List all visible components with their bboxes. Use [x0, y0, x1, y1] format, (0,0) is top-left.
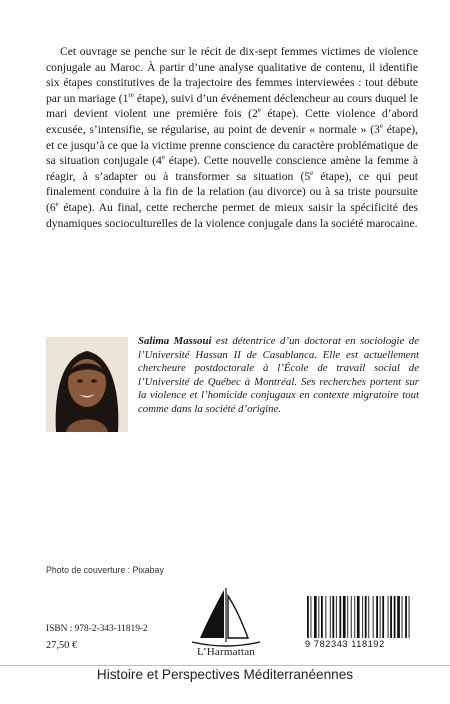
ordinal-sup-4: e	[161, 153, 165, 162]
ordinal-sup-5: e	[310, 168, 314, 177]
footer-divider	[0, 665, 450, 666]
isbn: ISBN : 978-2-343-11819-2	[46, 624, 148, 634]
series-footer	[0, 665, 450, 704]
back-cover-summary	[46, 44, 418, 231]
summary-part-7: étape). Au final, cette recherche permet de mieux saisir la spécificité des dynamiques socioculturelles de la violence conjugale dans la société marocaine.	[46, 200, 418, 230]
publisher-name: L’Harmattan	[197, 646, 255, 658]
ordinal-sup-6: e	[55, 200, 59, 209]
author-bio	[138, 335, 419, 417]
barcode-bars-icon	[303, 596, 425, 640]
ordinal-sup-1: re	[128, 90, 134, 99]
author-portrait-image	[46, 337, 128, 432]
series-title: Histoire et Perspectives Méditerranéennes	[96, 667, 354, 682]
author-name: Salima Massoui	[138, 335, 212, 347]
ordinal-sup-3: e	[379, 122, 383, 131]
photo-credit: Photo de couverture : Pixabay	[46, 565, 164, 575]
summary-part-4: étape), et ce jusqu’à ce que la victime prenne conscience du caractère problématique de sa situation conjugale (4	[46, 122, 418, 168]
summary-part-2: étape), suivi d’un événement déclencheur au cours duquel le mari devient violent une première fois (2	[46, 91, 418, 121]
summary-part-6: étape), ce qui peut finalement conduire à la fin de la relation (au divorce) ou à sa triste poursuite (6	[46, 169, 418, 214]
author-bio-text: est détentrice d’un doctorat en sociologie de l’Université Hassan II de Casablanca. Elle est actuellement chercheure postdoctorale à l’École de travail social de l’Université de Québec à Montréal. Ses recherches portent sur la violence et l’homicide conjugaux en contexte migratoire tout comme dans la société d’origine.	[138, 335, 419, 415]
summary-part-3: étape). Cette violence d’abord excusée, s’intensifie, se régularise, au point de devenir « normale » (3	[46, 107, 418, 136]
summary-part-5: étape). Cette nouvelle conscience amène la femme à réagir, à s’adapter ou à transformer sa situation (5	[46, 154, 418, 183]
ordinal-sup-2: e	[257, 106, 261, 115]
summary-part-1: Cet ouvrage se penche sur le récit de dix-sept femmes victimes de violence conjugale au Maroc. À partir d’une analyse qualitative de contenu, il identifie six étapes constitutives de la trajectoire des femmes interviewées : tout débute par un mariage (1	[46, 45, 418, 105]
barcode-number: 9 782343 118192	[305, 639, 385, 649]
author-photo	[46, 337, 128, 432]
price: 27,50 €	[46, 640, 78, 651]
